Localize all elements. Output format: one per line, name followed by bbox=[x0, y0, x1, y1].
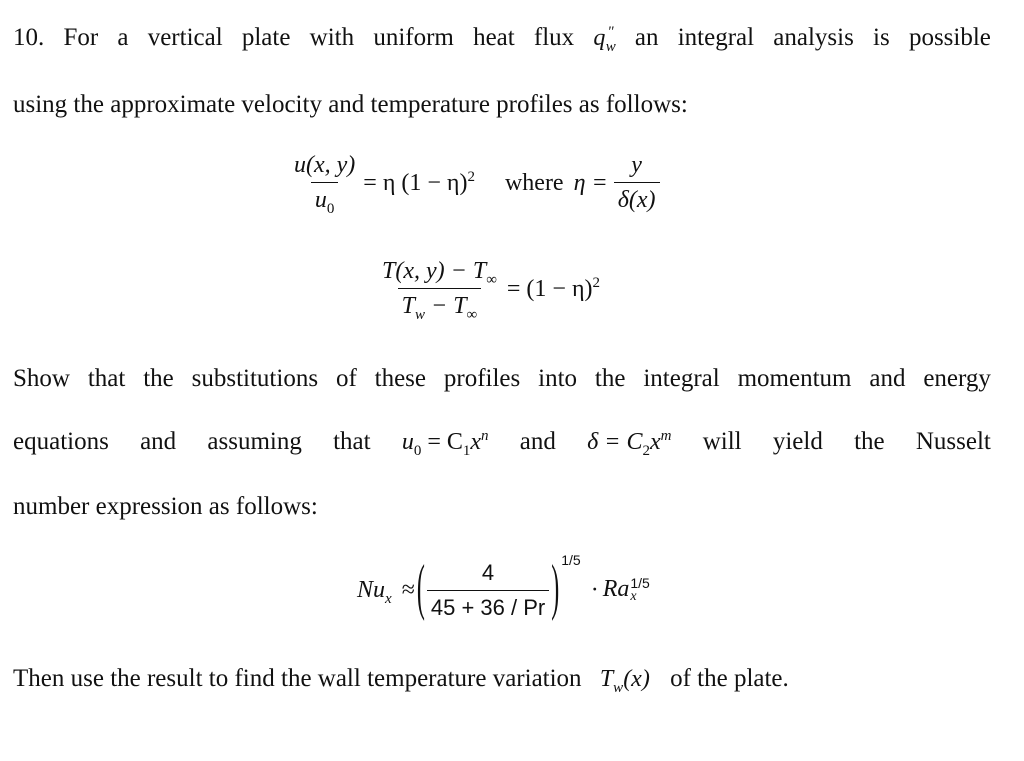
velocity-profile-equation bbox=[290, 152, 660, 217]
nusselt-lhs: $Nu_x$ bbox=[357, 576, 392, 607]
word: an bbox=[634, 24, 659, 51]
wall-temperature-symbol: $T_w(x)$ bbox=[599, 666, 650, 696]
u0-assumption: $u_0 = C_1x^n$ bbox=[401, 428, 489, 459]
nusselt-exponent: 1/5 bbox=[561, 552, 581, 568]
paragraph2-line-3: number expression as follows: bbox=[13, 493, 318, 520]
rayleigh-term: Ra 1/5 x bbox=[602, 575, 650, 605]
word: For bbox=[63, 24, 99, 51]
word: integral bbox=[677, 24, 755, 51]
where-word: where bbox=[504, 169, 564, 196]
word: plate bbox=[241, 24, 291, 51]
temperature-ratio-fraction: $\frac{T(x, y) - T_\infty}{T_w - T_\infty}$ bbox=[382, 258, 497, 323]
delta-assumption: $\delta = C_2x^m$ bbox=[587, 428, 672, 459]
heat-flux-symbol: q "$_w$ bbox=[593, 24, 616, 55]
nusselt-fraction: $\frac{4}{45 + 36 / Pr}$ bbox=[427, 560, 549, 621]
final-line: Then use the result to find the wall temperature variation $T_w(x)$ of the plate. bbox=[13, 665, 789, 696]
paragraph2-line-1: Show that the substitutions of these profiles into the integral momentum and energy bbox=[13, 365, 991, 392]
word: vertical bbox=[147, 24, 223, 51]
word: possible bbox=[908, 24, 991, 51]
word: is bbox=[873, 24, 890, 51]
paragraph-line-2: using the approximate velocity and temperature profiles as follows: bbox=[13, 91, 688, 118]
nusselt-equation: $Nu_x$ ≈ ( $\frac{4}{45 + 36 / Pr}$ ) 1/5 · Ra 1/5 x bbox=[357, 552, 650, 623]
eta-definition-lhs: η = bbox=[573, 169, 608, 196]
word: heat bbox=[473, 24, 515, 51]
word: analysis bbox=[773, 24, 854, 51]
eta-fraction: $\frac{y}{\delta(x)}$ bbox=[614, 152, 660, 214]
velocity-ratio-fraction: $\frac{u(x, y)}{u_0}$ bbox=[294, 152, 356, 217]
temperature-profile-equation bbox=[378, 258, 600, 323]
word: with bbox=[309, 24, 355, 51]
temperature-profile-rhs: = $(1 - \eta)^2$ bbox=[506, 274, 600, 302]
velocity-profile-rhs: = η $(1 - \eta)^2$ bbox=[363, 168, 475, 196]
word: a bbox=[117, 24, 129, 51]
paragraph-line-1 bbox=[13, 24, 991, 55]
word: uniform bbox=[373, 24, 454, 51]
word: flux bbox=[533, 24, 575, 51]
problem-number: 10. bbox=[13, 24, 45, 51]
paragraph2-line-2: equations and assuming that $u_0 = C_1x^n$ and $\delta = C_2x^m$ will yield the Nusselt bbox=[13, 428, 991, 459]
